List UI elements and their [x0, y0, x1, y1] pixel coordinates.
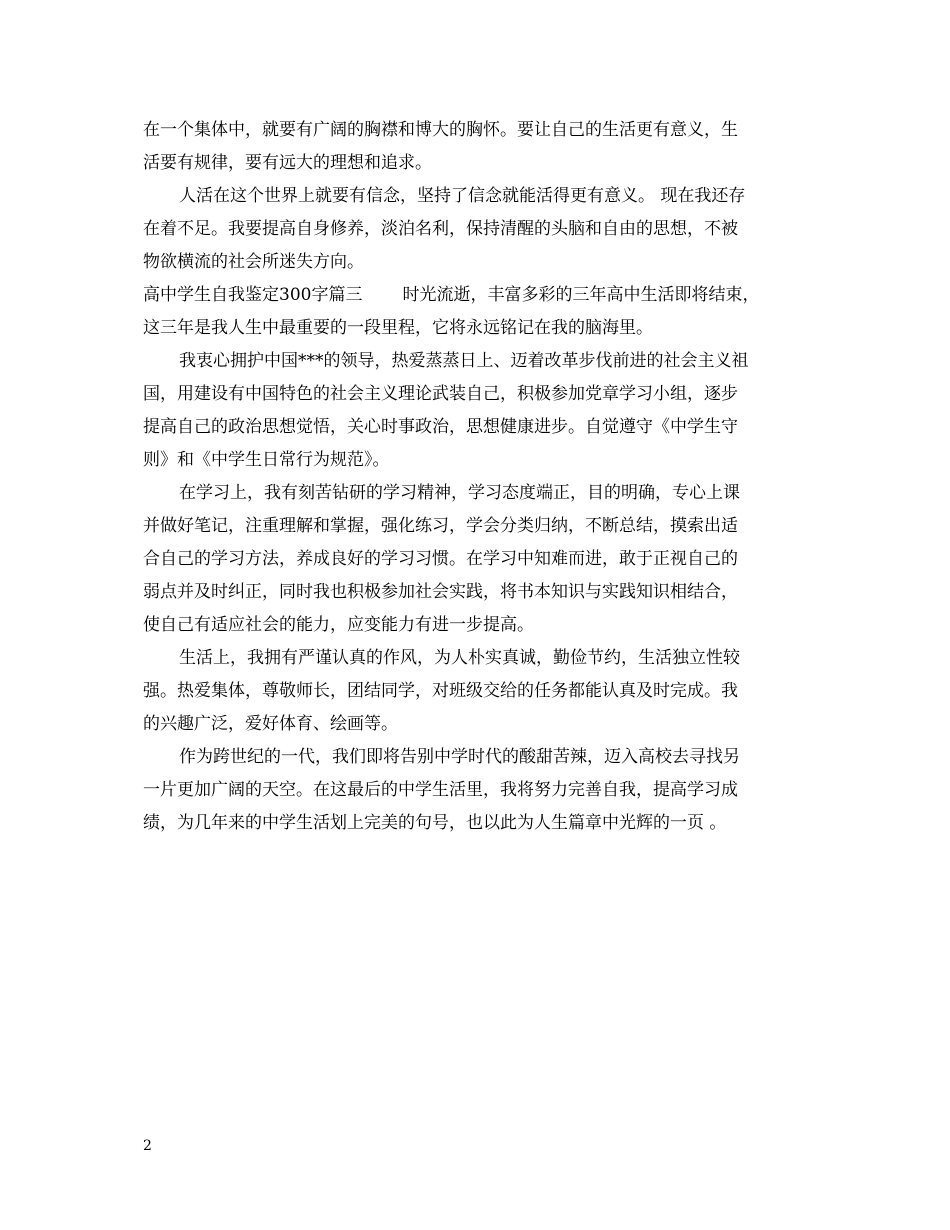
paragraph-line: 在着不足。我要提高自身修养，淡泊名利，保持清醒的头脑和自由的思想，不被	[143, 219, 738, 239]
document-body	[143, 114, 823, 840]
paragraph-line: 生活上，我拥有严谨认真的作风，为人朴实真诚，勤俭节约，生活独立性较	[179, 648, 740, 668]
paragraph-line: 则》和《中学生日常行为规范》。	[143, 450, 390, 470]
paragraph-line: 活要有规律，要有远大的理想和追求。	[143, 153, 432, 173]
paragraph-line: 作为跨世纪的一代，我们即将告别中学时代的酸甜苦辣，迈入高校去寻找另	[179, 747, 740, 767]
paragraph-line: 合自己的学习方法，养成良好的学习习惯。在学习中知难而进，敢于正视自己的	[143, 549, 738, 569]
paragraph-line: 国，用建设有中国特色的社会主义理论武装自己，积极参加党章学习小组，逐步	[143, 384, 738, 404]
paragraph-line: 提高自己的政治思想觉悟，关心时事政治，思想健康进步。自觉遵守《中学生守	[143, 417, 738, 437]
page-number: 2	[143, 1138, 152, 1154]
paragraph-line: 强。热爱集体，尊敬师长，团结同学，对班级交给的任务都能认真及时完成。我	[143, 681, 738, 701]
paragraph-line: 在一个集体中，就要有广阔的胸襟和博大的胸怀。要让自己的生活更有意义，生	[143, 120, 738, 140]
paragraph-line: 一片更加广阔的天空。在这最后的中学生活里，我将努力完善自我，提高学习成	[143, 780, 738, 800]
paragraph-line: 的兴趣广泛，爱好体育、绘画等。	[143, 714, 398, 734]
paragraph-line: 物欲横流的社会所迷失方向。	[143, 252, 364, 272]
section-heading: 高中学生自我鉴定300字篇三	[143, 285, 363, 305]
paragraph-line: 弱点并及时纠正，同时我也积极参加社会实践，将书本知识与实践知识相结合，	[143, 582, 738, 602]
section-heading-line	[143, 279, 823, 312]
paragraph-line: 在学习上，我有刻苦钻研的学习精神，学习态度端正，目的明确，专心上课	[179, 483, 740, 503]
paragraph-line: 人活在这个世界上就要有信念，坚持了信念就能活得更有意义。 现在我还存	[179, 186, 746, 206]
paragraph-line: 我衷心拥护中国***的领导，热爱蒸蒸日上、迈着改革步伐前进的社会主义祖	[179, 351, 749, 371]
section-intro-text: 时光流逝，丰富多彩的三年高中生活即将结束，	[402, 285, 760, 305]
paragraph-line: 使自己有适应社会的能力，应变能力有进一步提高。	[143, 615, 534, 635]
paragraph-line: 并做好笔记，注重理解和掌握，强化练习，学会分类归纳，不断总结，摸索出适	[143, 516, 738, 536]
paragraph-line: 绩，为几年来的中学生活划上完美的句号，也以此为人生篇章中光辉的一页 。	[143, 813, 727, 833]
paragraph-line: 这三年是我人生中最重要的一段里程，它将永远铭记在我的脑海里。	[143, 318, 653, 338]
